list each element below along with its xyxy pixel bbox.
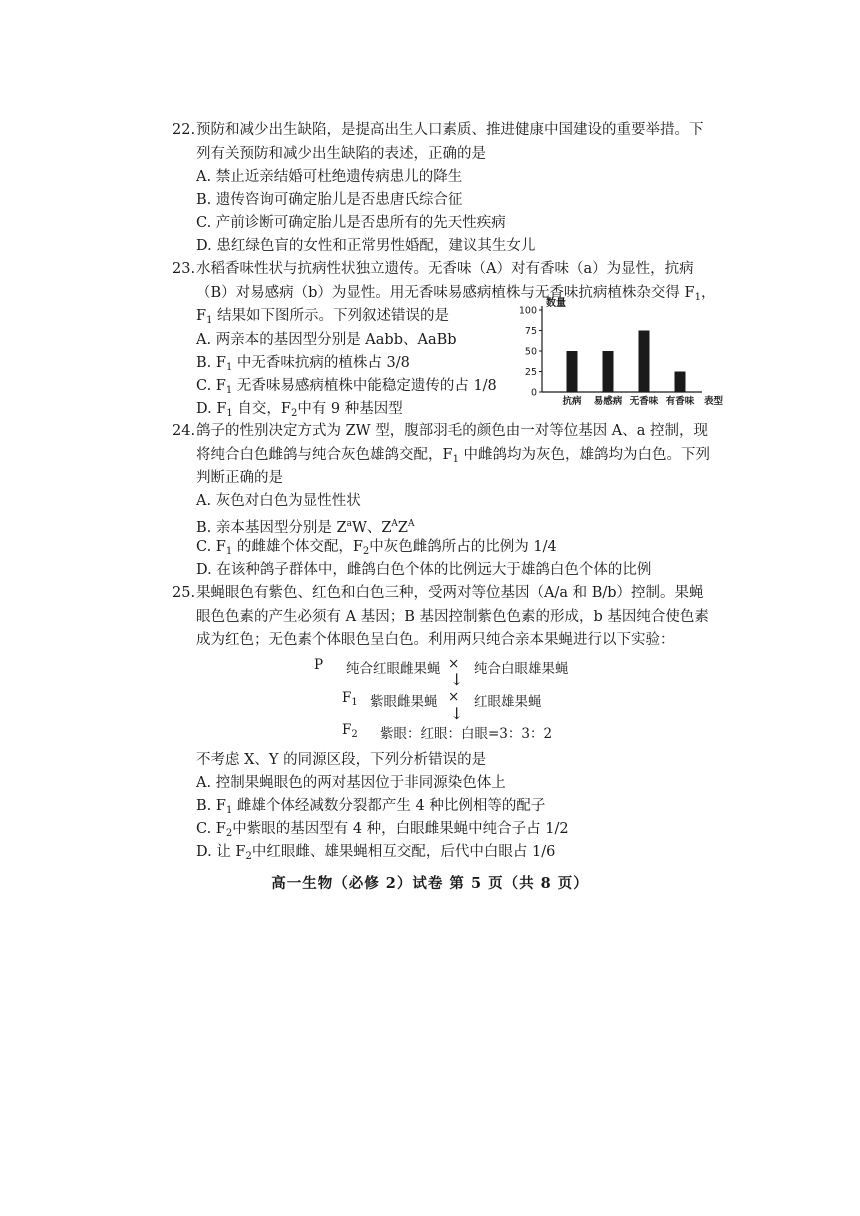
option-b: B. $F_1$ 中无香味抗病的植株占 3/8 bbox=[196, 355, 410, 373]
question-stem: 判断正确的是 bbox=[196, 470, 283, 486]
option-c: C. 产前诊断可确定胎儿是否患所有的先天性疾病 bbox=[196, 215, 506, 231]
f1-male: 红眼雄果蝇 bbox=[474, 694, 542, 710]
cross-sign: × bbox=[448, 656, 460, 672]
question-stem: 预防和减少出生缺陷，是提高出生人口素质、推进健康中国建设的重要举措。下 bbox=[196, 122, 704, 138]
y-tick-label: 50 bbox=[524, 346, 537, 358]
arrow-down-icon: ↓ bbox=[450, 704, 464, 723]
cross-sign: × bbox=[448, 689, 460, 705]
option-b: B. 遗传咨询可确定胎儿是否患唐氏综合征 bbox=[196, 192, 463, 208]
option-b: B. $F_1$ 雌雄个体经减数分裂都产生 4 种比例相等的配子 bbox=[196, 798, 546, 816]
question-number: 23. bbox=[172, 261, 196, 277]
y-tick-label: 75 bbox=[524, 326, 537, 337]
question-stem: 水稻香味性状与抗病性状独立遗传。无香味（A）对有香味（a）为显性，抗病 bbox=[196, 261, 694, 277]
f1-female: 紫眼雌果蝇 bbox=[370, 694, 438, 710]
x-axis-label: 表型 bbox=[704, 396, 724, 407]
question-stem: 列有关预防和减少出生缺陷的表述，正确的是 bbox=[196, 146, 486, 162]
x-tick-label: 无香味 bbox=[629, 396, 659, 407]
question-stem: 不考虑 X、Y 的同源区段，下列分析错误的是 bbox=[196, 752, 487, 768]
x-tick-label: 易感病 bbox=[593, 396, 623, 407]
generation-label: $F_1$ bbox=[342, 690, 358, 708]
question-stem: 果蝇眼色有紫色、红色和白色三种，受两对等位基因（A/a 和 B/b）控制。果蝇 bbox=[196, 585, 704, 601]
generation-label: $F_2$ bbox=[342, 722, 358, 740]
question-stem: 眼色色素的产生必须有 A 基因；B 基因控制紫色色素的形成，b 基因纯合使色素 bbox=[196, 609, 709, 625]
y-axis-label: 数量 bbox=[546, 298, 566, 309]
option-d: D. 让 $F_2$中红眼雌、雄果蝇相互交配，后代中白眼占 1/6 bbox=[196, 844, 556, 862]
option-d: D. 在该种鸽子群体中，雌鸽白色个体的比例远大于雄鸽白色个体的比例 bbox=[196, 562, 652, 578]
arrow-down-icon: ↓ bbox=[450, 670, 464, 689]
option-d: D. $F_1$ 自交，$F_2$中有 9 种基因型 bbox=[196, 401, 403, 419]
option-c: C. $F_1$ 的雌雄个体交配，$F_2$中灰色雌鸽所占的比例为 1/4 bbox=[196, 539, 557, 557]
y-tick-label: 25 bbox=[524, 367, 537, 378]
question-stem: $F_1$ 结果如下图所示。下列叙述错误的是 bbox=[196, 308, 450, 326]
question-number: 25. bbox=[172, 585, 196, 601]
option-b: B. 亲本基因型分别是 $Z^aW$、$Z^AZ^A$ bbox=[196, 519, 415, 536]
option-d: D. 患红绿色盲的女性和正常男性婚配，建议其生女儿 bbox=[196, 238, 536, 254]
option-a: A. 控制果蝇眼色的两对基因位于非同源染色体上 bbox=[196, 775, 506, 791]
bar bbox=[603, 351, 614, 392]
question-number: 22. bbox=[172, 122, 196, 138]
y-tick-label: 0 bbox=[530, 387, 537, 399]
bar-chart bbox=[512, 296, 724, 416]
question-stem: 鸽子的性别决定方式为 ZW 型，腹部羽毛的颜色由一对等位基因 A、a 控制，现 bbox=[196, 423, 709, 439]
question-stem: （B）对易感病（b）为显性。用无香味易感病植株与无香味抗病植株杂交得 $F_1$， bbox=[196, 285, 716, 303]
page-footer: 高一生物（必修 2）试卷 第 5 页（共 8 页） bbox=[271, 875, 589, 892]
question-stem: 成为红色；无色素个体眼色呈白色。利用两只纯合亲本果蝇进行以下实验： bbox=[196, 632, 675, 648]
bar bbox=[567, 351, 578, 392]
f2-result: 紫眼：红眼：白眼=3：3：2 bbox=[380, 726, 553, 742]
x-tick-label: 有香味 bbox=[665, 396, 695, 407]
option-c: C. $F_1$ 无香味易感病植株中能稳定遗传的占 1/8 bbox=[196, 378, 497, 396]
option-c: C. $F_2$中紫眼的基因型有 4 种，白眼雌果蝇中纯合子占 1/2 bbox=[196, 821, 569, 839]
question-stem: 将纯合白色雌鸽与纯合灰色雄鸽交配，$F_1$ 中雌鸽均为灰色，雄鸽均为白色。下列 bbox=[196, 447, 711, 465]
parent-male: 纯合白眼雄果蝇 bbox=[474, 661, 569, 677]
y-tick-label: 100 bbox=[518, 305, 537, 317]
question-number: 24. bbox=[172, 423, 196, 439]
bar bbox=[639, 331, 650, 393]
bar bbox=[675, 372, 686, 393]
option-a: A. 两亲本的基因型分别是 Aabb、AaBb bbox=[196, 332, 457, 348]
option-a: A. 禁止近亲结婚可杜绝遗传病患儿的降生 bbox=[196, 169, 463, 185]
option-a: A. 灰色对白色为显性性状 bbox=[196, 493, 361, 509]
parent-female: 纯合红眼雌果蝇 bbox=[346, 661, 441, 677]
x-tick-label: 抗病 bbox=[562, 396, 582, 407]
generation-label: P bbox=[314, 657, 324, 673]
